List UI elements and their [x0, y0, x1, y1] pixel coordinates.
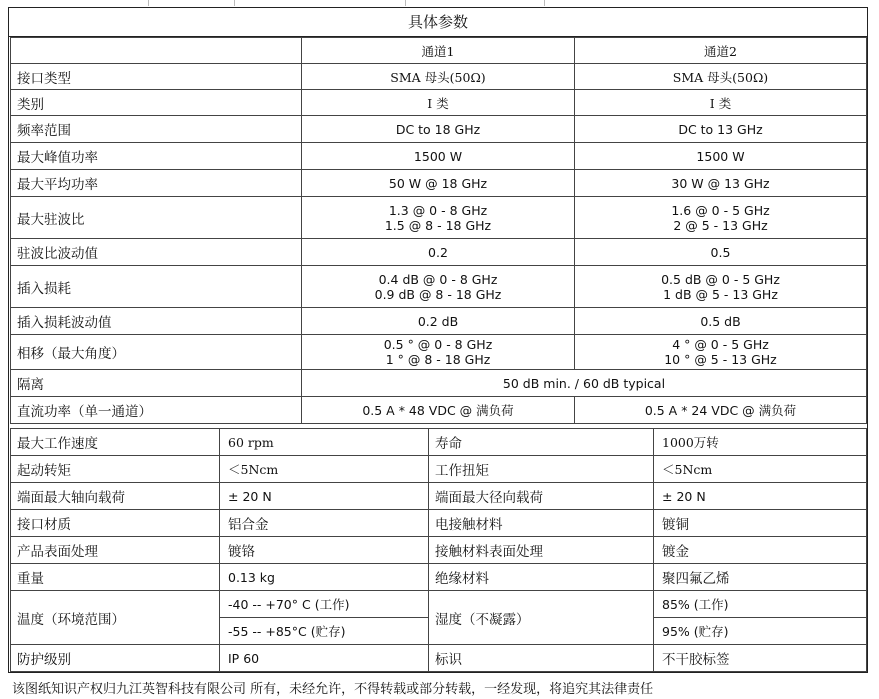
table-row — [11, 564, 867, 591]
row-label: 插入损耗 — [11, 266, 302, 308]
row-value: 铝合金 — [220, 510, 429, 537]
row-label: 起动转矩 — [11, 456, 220, 483]
ch2-value — [575, 266, 867, 308]
row-value: IP 60 — [220, 645, 429, 672]
ch1-value: 50 W @ 18 GHz — [302, 170, 575, 197]
row-label: 绝缘材料 — [429, 564, 654, 591]
ch1-value: DC to 18 GHz — [302, 116, 575, 143]
ch1-line: 0.5 ° @ 0 - 8 GHz — [383, 337, 493, 352]
ch2-value — [575, 335, 867, 370]
row-label: 驻波比波动值 — [11, 239, 302, 266]
table-row — [11, 197, 867, 239]
row-label: 电接触材料 — [429, 510, 654, 537]
ch1-line: 0.9 dB @ 8 - 18 GHz — [374, 286, 502, 302]
row-label: 温度（环境范围） — [11, 591, 220, 645]
humidity-work: 85% (工作) — [654, 591, 867, 618]
table-row — [11, 143, 867, 170]
table-row — [11, 335, 867, 370]
ch2-line: 0.5 dB @ 0 - 5 GHz — [661, 271, 780, 287]
row-label: 最大工作速度 — [11, 429, 220, 456]
table-row — [11, 510, 867, 537]
table-row — [11, 537, 867, 564]
row-value: 不干胶标签 — [654, 645, 867, 672]
isolation-value: 50 dB min. / 60 dB typical — [302, 370, 867, 397]
table-row — [11, 266, 867, 308]
ch2-value: 30 W @ 13 GHz — [575, 170, 867, 197]
ch1-value: 0.2 — [302, 239, 575, 266]
ch2-line: 2 @ 5 - 13 GHz — [673, 217, 768, 233]
ch1-value: 0.5 A * 48 VDC @ 满负荷 — [302, 397, 575, 424]
row-value: 镀铬 — [220, 537, 429, 564]
row-value: ± 20 N — [654, 483, 867, 510]
ch2-line: 4 ° @ 0 - 5 GHz — [672, 337, 769, 352]
ch1-value — [302, 197, 575, 239]
isolation-row — [11, 370, 867, 397]
row-label: 插入损耗波动值 — [11, 308, 302, 335]
row-label: 防护级别 — [11, 645, 220, 672]
table-row — [11, 64, 867, 90]
ch1-value: 0.2 dB — [302, 308, 575, 335]
row-value: 聚四氟乙烯 — [654, 564, 867, 591]
temperature-work: -40 -- +70° C (工作) — [220, 591, 429, 618]
ch2-line: 1.6 @ 0 - 5 GHz — [671, 202, 770, 218]
row-value: 镀铜 — [654, 510, 867, 537]
table-row — [11, 116, 867, 143]
row-value: 0.13 kg — [220, 564, 429, 591]
row-label: 重量 — [11, 564, 220, 591]
row-label: 最大驻波比 — [11, 197, 302, 239]
table-row — [11, 456, 867, 483]
ch2-value: 0.5 dB — [575, 308, 867, 335]
ch1-value — [302, 266, 575, 308]
channel-1-header: 通道1 — [302, 38, 575, 64]
row-label: 端面最大径向载荷 — [429, 483, 654, 510]
row-label: 湿度（不凝露） — [429, 591, 654, 645]
row-label: 产品表面处理 — [11, 537, 220, 564]
row-value: 60 rpm — [220, 429, 429, 456]
row-label: 接口类型 — [11, 64, 302, 90]
header-row — [11, 38, 867, 64]
row-label: 寿命 — [429, 429, 654, 456]
row-label: 端面最大轴向载荷 — [11, 483, 220, 510]
ch1-value: 1500 W — [302, 143, 575, 170]
protection-row — [11, 645, 867, 672]
row-value: ＜5Ncm — [220, 456, 429, 483]
table-row — [11, 90, 867, 116]
ch1-line: 0.4 dB @ 0 - 8 GHz — [378, 271, 498, 287]
ch2-value: DC to 13 GHz — [575, 116, 867, 143]
ch2-line: 1 dB @ 5 - 13 GHz — [663, 286, 778, 302]
ch2-line: 10 ° @ 5 - 13 GHz — [664, 352, 777, 367]
row-label: 最大峰值功率 — [11, 143, 302, 170]
ch2-value: Ⅰ 类 — [575, 90, 867, 116]
electrical-spec-table — [10, 37, 867, 424]
ch2-value — [575, 197, 867, 239]
ch2-value: 1500 W — [575, 143, 867, 170]
ch1-value: Ⅰ 类 — [302, 90, 575, 116]
ch1-value: SMA 母头(50Ω) — [302, 64, 575, 90]
ch1-line: 1.5 @ 8 - 18 GHz — [384, 217, 492, 233]
ch1-line: 1 ° @ 8 - 18 GHz — [385, 352, 491, 367]
row-label: 标识 — [429, 645, 654, 672]
ch2-value: 0.5 A * 24 VDC @ 满负荷 — [575, 397, 867, 424]
row-label: 相移（最大角度） — [11, 335, 302, 370]
page-title: 具体参数 — [8, 7, 868, 37]
table-row — [11, 239, 867, 266]
row-label: 频率范围 — [11, 116, 302, 143]
row-value: 1000万转 — [654, 429, 867, 456]
ch2-value: SMA 母头(50Ω) — [575, 64, 867, 90]
row-label: 直流功率（单一通道） — [11, 397, 302, 424]
temperature-store: -55 -- +85°C (贮存) — [220, 618, 429, 645]
ch1-line: 1.3 @ 0 - 8 GHz — [388, 202, 488, 218]
copyright-notice: 该图纸知识产权归九江英智科技有限公司 所有，未经允许，不得转载或部分转载，一经发现，将追究其法律责任 — [12, 682, 654, 697]
ch2-value: 0.5 — [575, 239, 867, 266]
table-row — [11, 429, 867, 456]
row-label: 隔离 — [11, 370, 302, 397]
mechanical-spec-table — [10, 428, 867, 672]
dc-power-row — [11, 397, 867, 424]
top-edge — [0, 0, 879, 6]
row-value: 镀金 — [654, 537, 867, 564]
table-row — [11, 308, 867, 335]
row-label: 接触材料表面处理 — [429, 537, 654, 564]
header-blank — [11, 38, 302, 64]
row-label: 接口材质 — [11, 510, 220, 537]
row-label: 最大平均功率 — [11, 170, 302, 197]
row-label: 工作扭矩 — [429, 456, 654, 483]
row-value: ＜5Ncm — [654, 456, 867, 483]
table-row — [11, 170, 867, 197]
row-value: ± 20 N — [220, 483, 429, 510]
row-label: 类别 — [11, 90, 302, 116]
table-row — [11, 483, 867, 510]
channel-2-header: 通道2 — [575, 38, 867, 64]
temperature-row — [11, 591, 867, 618]
humidity-store: 95% (贮存) — [654, 618, 867, 645]
ch1-value — [302, 335, 575, 370]
